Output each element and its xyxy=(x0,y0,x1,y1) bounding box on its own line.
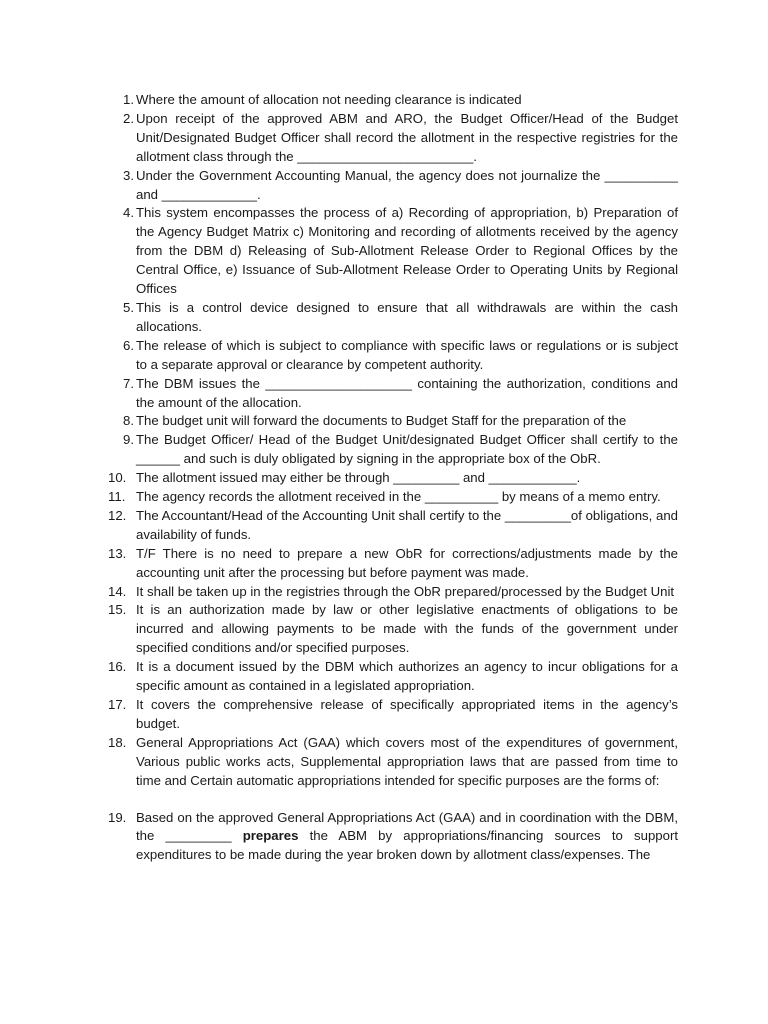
item-text: It covers the comprehensive release of specifically appropriated items in the agency’s budget. xyxy=(136,697,678,731)
list-item xyxy=(108,601,678,658)
list-item xyxy=(108,110,678,167)
list-item xyxy=(108,545,678,583)
list-item xyxy=(108,431,678,469)
item-text-bold: prepares xyxy=(242,828,299,844)
item-text: It shall be taken up in the registries through the ObR prepared/processed by the Budget Unit xyxy=(136,583,675,599)
item-number: 11. xyxy=(108,489,126,505)
item-number: 18. xyxy=(108,734,127,750)
list-item xyxy=(108,412,678,431)
list-item xyxy=(108,91,678,110)
item-text: The Budget Officer/ Head of the Budget Unit/designated Budget Officer shall certify to the ______ and such is duly obligated by signing in the appropriate box of the ObR. xyxy=(136,432,678,467)
item-text: The agency records the allotment received in the __________ by means of a memo entry. xyxy=(136,489,661,505)
item-text: It is a document issued by the DBM which authorizes an agency to incur obligations for a specific amount as contained in a legislated appropriation. xyxy=(136,659,678,694)
item-number: 9. xyxy=(123,432,134,448)
list-item xyxy=(108,337,678,375)
item-text: The release of which is subject to compliance with specific laws or regulations or is subject to a separate approval or clearance by competent authority. xyxy=(136,337,678,372)
item-number: 19. xyxy=(108,809,127,825)
item-text: General Appropriations Act (GAA) which covers most of the expenditures of government, Various public works acts, Supplemental appropriation laws that are passed from time to time and Certain automatic appropriations intended for specific purposes are the forms of: xyxy=(136,734,678,788)
item-text: It is an authorization made by law or other legislative enactments of obligations to be incurred and allowing payments to be made with the funds of the government under specified conditions and/or specified purposes. xyxy=(136,602,678,656)
item-number: 4. xyxy=(123,205,134,221)
item-number: 12. xyxy=(108,507,127,523)
list-item xyxy=(108,299,678,337)
list-item xyxy=(108,488,678,507)
list-item xyxy=(108,204,678,299)
item-number: 16. xyxy=(108,659,127,675)
item-number: 15. xyxy=(108,602,127,618)
item-text: T/F There is no need to prepare a new ObR for corrections/adjustments made by the accounting unit after the processing but before payment was made. xyxy=(136,545,678,580)
item-text: The DBM issues the ____________________ containing the authorization, conditions and the amount of the allocation. xyxy=(136,375,678,410)
item-text: The budget unit will forward the documents to Budget Staff for the preparation of the xyxy=(136,413,627,429)
item-number: 1. xyxy=(123,92,134,107)
item-text: Upon receipt of the approved ABM and ARO, the Budget Officer/Head of the Budget Unit/Designated Budget Officer shall record the allotment in the respective registries for the allotment class through the ________________________. xyxy=(136,110,678,164)
item-text: This is a control device designed to ensure that all withdrawals are within the cash allocations. xyxy=(136,299,678,334)
item-number: 13. xyxy=(108,545,127,561)
item-text: The Accountant/Head of the Accounting Unit shall certify to the _________of obligations, and availability of funds. xyxy=(136,507,678,542)
item-number: 7. xyxy=(123,375,134,391)
item-number: 14. xyxy=(108,583,127,599)
list-item xyxy=(108,375,678,413)
item-number: 2. xyxy=(123,110,134,126)
list-item xyxy=(108,583,678,602)
item-number: 6. xyxy=(123,337,134,353)
item-text: This system encompasses the process of a) Recording of appropriation, b) Preparation of the Agency Budget Matrix c) Monitoring and recording of allotments received by the agency from the DBM d) Releasing of Sub-Allotment Release Order to Regional Offices by the Central Office, e) Issuance of Sub-Allotment Release Order to Operating Units by Regional Offices xyxy=(136,205,678,297)
question-list xyxy=(108,91,678,865)
item-text-before: Based on the approved General Appropriations Act (GAA) and in coordination with the DBM, the _________ xyxy=(136,809,678,844)
item-text: Where the amount of allocation not needing clearance is indicated xyxy=(136,92,522,107)
item-text: Under the Government Accounting Manual, the agency does not journalize the __________ and _____________. xyxy=(136,167,678,202)
item-text: The allotment issued may either be through _________ and ____________. xyxy=(136,470,581,486)
list-item xyxy=(108,167,678,205)
item-number: 5. xyxy=(123,299,134,315)
list-item xyxy=(108,696,678,734)
item-text-after: the ABM by appropriations/financing sources to support expenditures to be made during the year broken down by allotment class/expenses. The xyxy=(136,828,679,863)
item-number: 3. xyxy=(123,167,134,183)
list-item xyxy=(108,507,678,545)
list-item xyxy=(108,658,678,696)
list-item xyxy=(108,734,678,791)
item-number: 10. xyxy=(108,470,127,486)
list-item xyxy=(108,809,678,866)
item-text xyxy=(136,810,678,863)
item-number: 17. xyxy=(108,697,127,712)
list-item xyxy=(108,469,678,488)
item-number: 8. xyxy=(123,413,134,429)
